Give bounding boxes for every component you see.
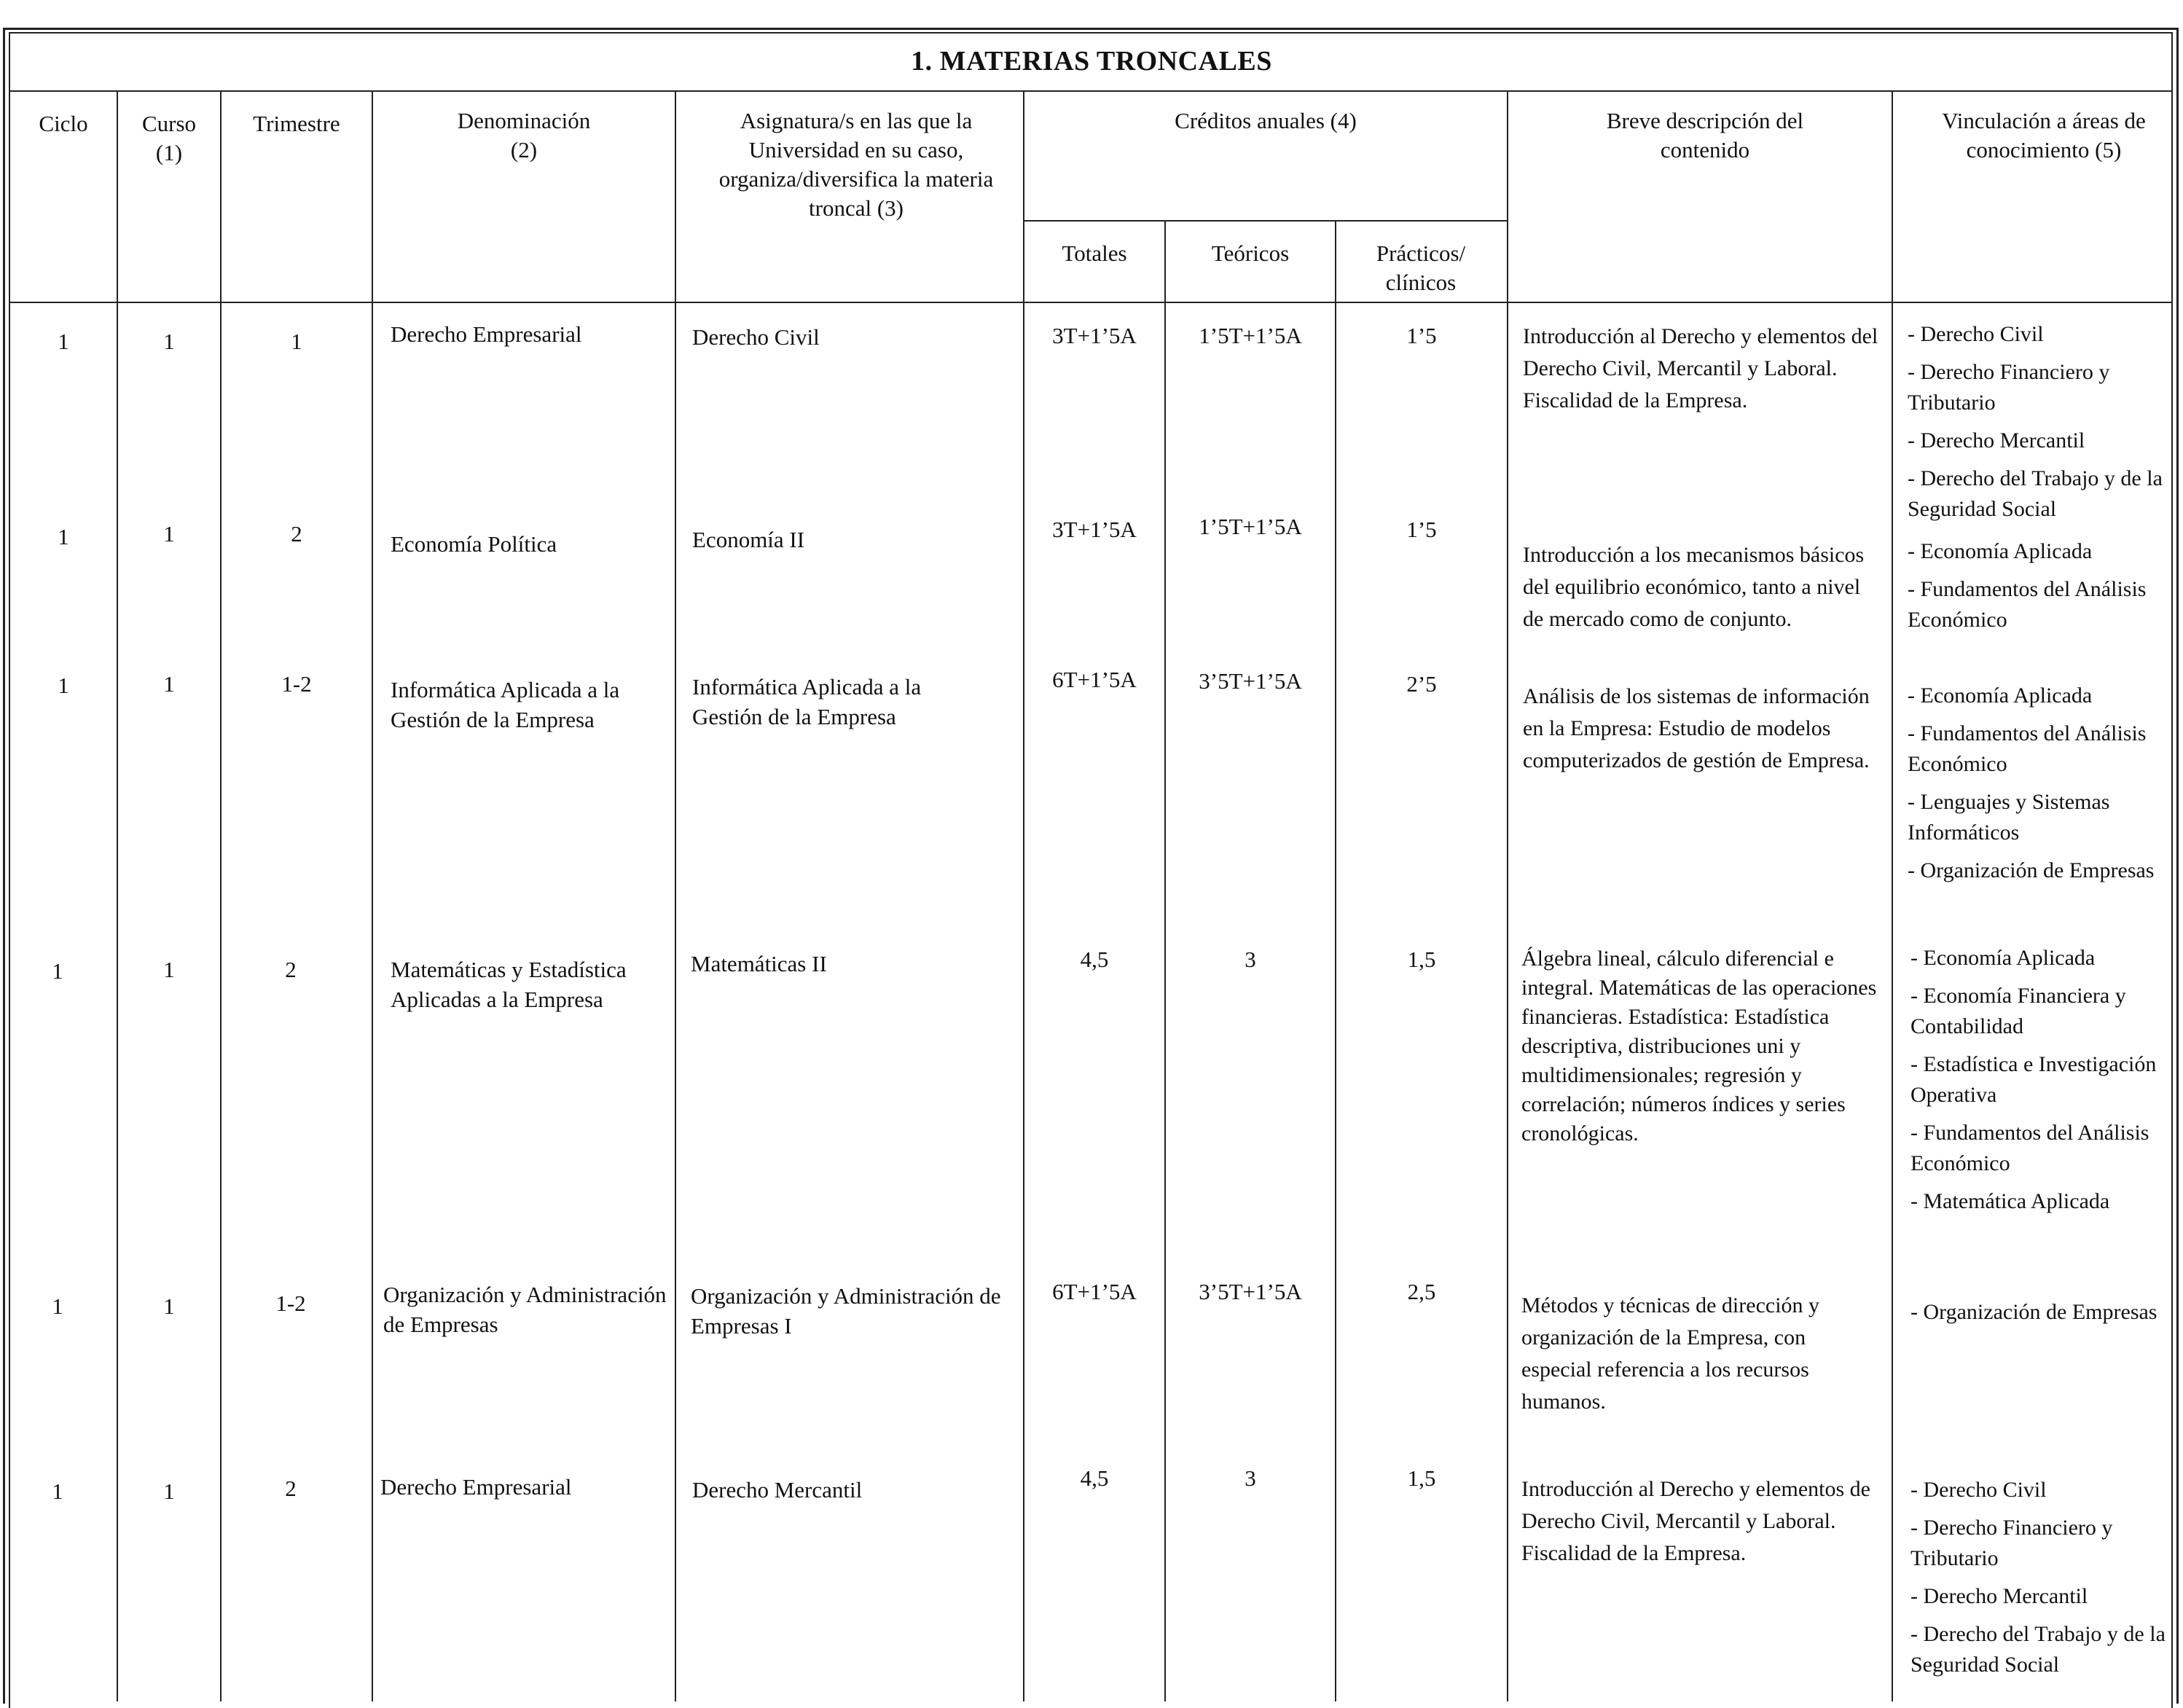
row-3-ciclo: 1	[58, 673, 69, 698]
row-6-areas	[1910, 1475, 2173, 1688]
row-6-totales: 4,5	[1080, 1465, 1109, 1491]
table-title: 1. MATERIAS TRONCALES	[911, 46, 1272, 77]
row-3-teoricos: 3’5T+1’5A	[1199, 668, 1302, 694]
row-4-totales: 4,5	[1080, 947, 1109, 972]
area-item: - Derecho Mercantil	[1908, 428, 2085, 453]
row-1-trimestre: 1	[291, 329, 302, 354]
row-4-trimestre: 2	[285, 957, 297, 982]
area-item: - Derecho Civil	[1910, 1478, 2047, 1502]
area-item: - Economía Financiera y Contabilidad	[1910, 984, 2126, 1038]
header-bottom-rule	[9, 302, 2173, 303]
row-4-asignatura: Matemáticas II	[691, 951, 827, 976]
header-denominacion	[373, 106, 675, 165]
row-6-descripcion: Introducción al Derecho y elementos de Derecho Civil, Mercantil y Laboral. Fiscalidad de la Empresa.	[1521, 1477, 1870, 1565]
row-2-ciclo: 1	[58, 524, 69, 549]
header-curso-label: Curso	[141, 111, 197, 136]
credits-subheader-rule	[1023, 220, 1507, 222]
row-5-teoricos: 3’5T+1’5A	[1199, 1279, 1302, 1304]
row-1-practicos: 1’5	[1406, 323, 1437, 348]
row-2-practicos: 1’5	[1406, 517, 1437, 542]
header-vinculacion: Vinculación a áreas de conocimiento (5)	[1942, 108, 2146, 162]
row-3-denominacion: Informática Aplicada a la Gestión de la Empresa	[391, 677, 620, 732]
header-denominacion-note: (2)	[510, 137, 538, 162]
row-5-asignatura: Organización y Administración de Empresas I	[691, 1283, 1001, 1339]
row-1-areas	[1908, 319, 2170, 532]
area-item: - Organización de Empresas	[1910, 1300, 2157, 1324]
header-ciclo: Ciclo	[39, 111, 88, 136]
title-rule	[9, 90, 2173, 92]
row-5-trimestre: 1-2	[275, 1290, 306, 1316]
row-6-trimestre: 2	[285, 1476, 297, 1501]
area-item: - Fundamentos del Análisis Económico	[1908, 721, 2147, 776]
row-1-denominacion: Derecho Empresarial	[391, 321, 582, 347]
area-item: - Lenguajes y Sistemas Informáticos	[1908, 790, 2110, 845]
header-denominacion-label: Denominación	[457, 108, 591, 133]
area-item: - Derecho Financiero y Tributario	[1908, 360, 2110, 415]
row-2-trimestre: 2	[291, 521, 302, 547]
area-item: - Economía Aplicada	[1908, 539, 2093, 563]
col-rule-denominacion	[372, 90, 373, 1701]
row-5-denominacion: Organización y Administración de Empresas	[383, 1282, 667, 1337]
row-4-practicos: 1,5	[1407, 947, 1436, 972]
col-rule-descripcion	[1507, 90, 1508, 1701]
row-6-curso: 1	[163, 1478, 175, 1504]
row-3-curso: 1	[163, 671, 175, 697]
row-5-descripcion: Métodos y técnicas de dirección y organización de la Empresa, con especial referencia a los recursos humanos.	[1521, 1293, 1820, 1414]
header-teoricos: Teóricos	[1211, 240, 1290, 266]
row-5-areas	[1910, 1297, 2158, 1335]
area-item: - Derecho Civil	[1908, 322, 2044, 346]
header-totales: Totales	[1062, 240, 1127, 266]
row-1-totales: 3T+1’5A	[1052, 323, 1137, 348]
row-4-areas	[1910, 943, 2173, 1224]
row-6-denominacion: Derecho Empresarial	[380, 1474, 572, 1500]
row-6-practicos: 1,5	[1407, 1465, 1436, 1491]
row-6-ciclo: 1	[52, 1478, 63, 1504]
row-2-denominacion: Economía Política	[391, 531, 557, 557]
header-curso-note: (1)	[155, 140, 183, 165]
row-1-descripcion: Introducción al Derecho y elementos del Derecho Civil, Mercantil y Laboral. Fiscalidad de la Empresa.	[1523, 324, 1878, 412]
row-4-ciclo: 1	[52, 958, 63, 984]
row-3-areas	[1908, 681, 2170, 893]
row-3-descripcion: Análisis de los sistemas de información en la Empresa: Estudio de modelos computerizados de gestión de Empresa.	[1523, 684, 1870, 772]
row-6-teoricos: 3	[1245, 1465, 1256, 1491]
row-2-asignatura: Economía II	[692, 527, 805, 552]
table-inner-border	[9, 32, 2173, 1708]
header-trimestre: Trimestre	[253, 111, 340, 136]
row-5-curso: 1	[163, 1293, 175, 1319]
row-6-asignatura: Derecho Mercantil	[692, 1477, 863, 1503]
row-2-areas	[1908, 536, 2170, 643]
row-2-descripcion: Introducción a los mecanismos básicos del equilibrio económico, tanto a nivel de mercado como de conjunto.	[1523, 543, 1865, 631]
area-item: - Economía Aplicada	[1908, 683, 2093, 708]
row-4-descripcion: Álgebra lineal, cálculo diferencial e integral. Matemáticas de las operaciones financieras. Estadística: Estadística descriptiva, distribuciones uni y multidimensionales; regresión y correlación; números índices y series cronológicas.	[1521, 947, 1877, 1145]
header-practicos: Prácticos/ clínicos	[1376, 240, 1466, 295]
row-5-ciclo: 1	[52, 1293, 63, 1319]
area-item: - Matemática Aplicada	[1910, 1189, 2110, 1213]
row-4-denominacion: Matemáticas y Estadística Aplicadas a la Empresa	[391, 957, 627, 1012]
area-item: - Fundamentos del Análisis Económico	[1910, 1121, 2149, 1175]
row-4-teoricos: 3	[1245, 947, 1256, 972]
row-3-asignatura: Informática Aplicada a la Gestión de la Empresa	[692, 674, 922, 729]
col-rule-vinculacion	[1892, 90, 1893, 1701]
area-item: - Derecho Financiero y Tributario	[1910, 1516, 2113, 1570]
header-creditos: Créditos anuales (4)	[1175, 108, 1357, 133]
row-1-asignatura: Derecho Civil	[692, 324, 820, 350]
header-asignatura: Asignatura/s en las que la Universidad en su caso, organiza/diversifica la materia troncal (3)	[718, 108, 994, 221]
row-5-practicos: 2,5	[1407, 1279, 1436, 1304]
area-item: - Fundamentos del Análisis Económico	[1908, 577, 2147, 632]
row-1-curso: 1	[163, 329, 175, 354]
row-1-teoricos: 1’5T+1’5A	[1199, 323, 1302, 348]
area-item: - Derecho del Trabajo y de la Seguridad Social	[1908, 466, 2163, 521]
col-rule-asignatura	[675, 90, 676, 1701]
row-5-totales: 6T+1’5A	[1052, 1279, 1137, 1304]
row-2-totales: 3T+1’5A	[1052, 517, 1137, 542]
header-curso	[118, 109, 220, 168]
area-item: - Economía Aplicada	[1910, 946, 2096, 970]
header-descripcion: Breve descripción del contenido	[1606, 108, 1804, 162]
row-2-curso: 1	[163, 521, 175, 547]
row-1-ciclo: 1	[58, 329, 69, 354]
row-3-trimestre: 1-2	[281, 671, 312, 697]
row-4-curso: 1	[163, 957, 175, 982]
area-item: - Derecho del Trabajo y de la Seguridad Social	[1910, 1622, 2166, 1677]
area-item: - Derecho Mercantil	[1910, 1584, 2088, 1608]
row-3-practicos: 2’5	[1406, 671, 1437, 697]
area-item: - Estadística e Investigación Operativa	[1910, 1052, 2157, 1107]
row-2-teoricos: 1’5T+1’5A	[1199, 514, 1302, 539]
area-item: - Organización de Empresas	[1908, 858, 2155, 882]
row-3-totales: 6T+1’5A	[1052, 667, 1137, 692]
